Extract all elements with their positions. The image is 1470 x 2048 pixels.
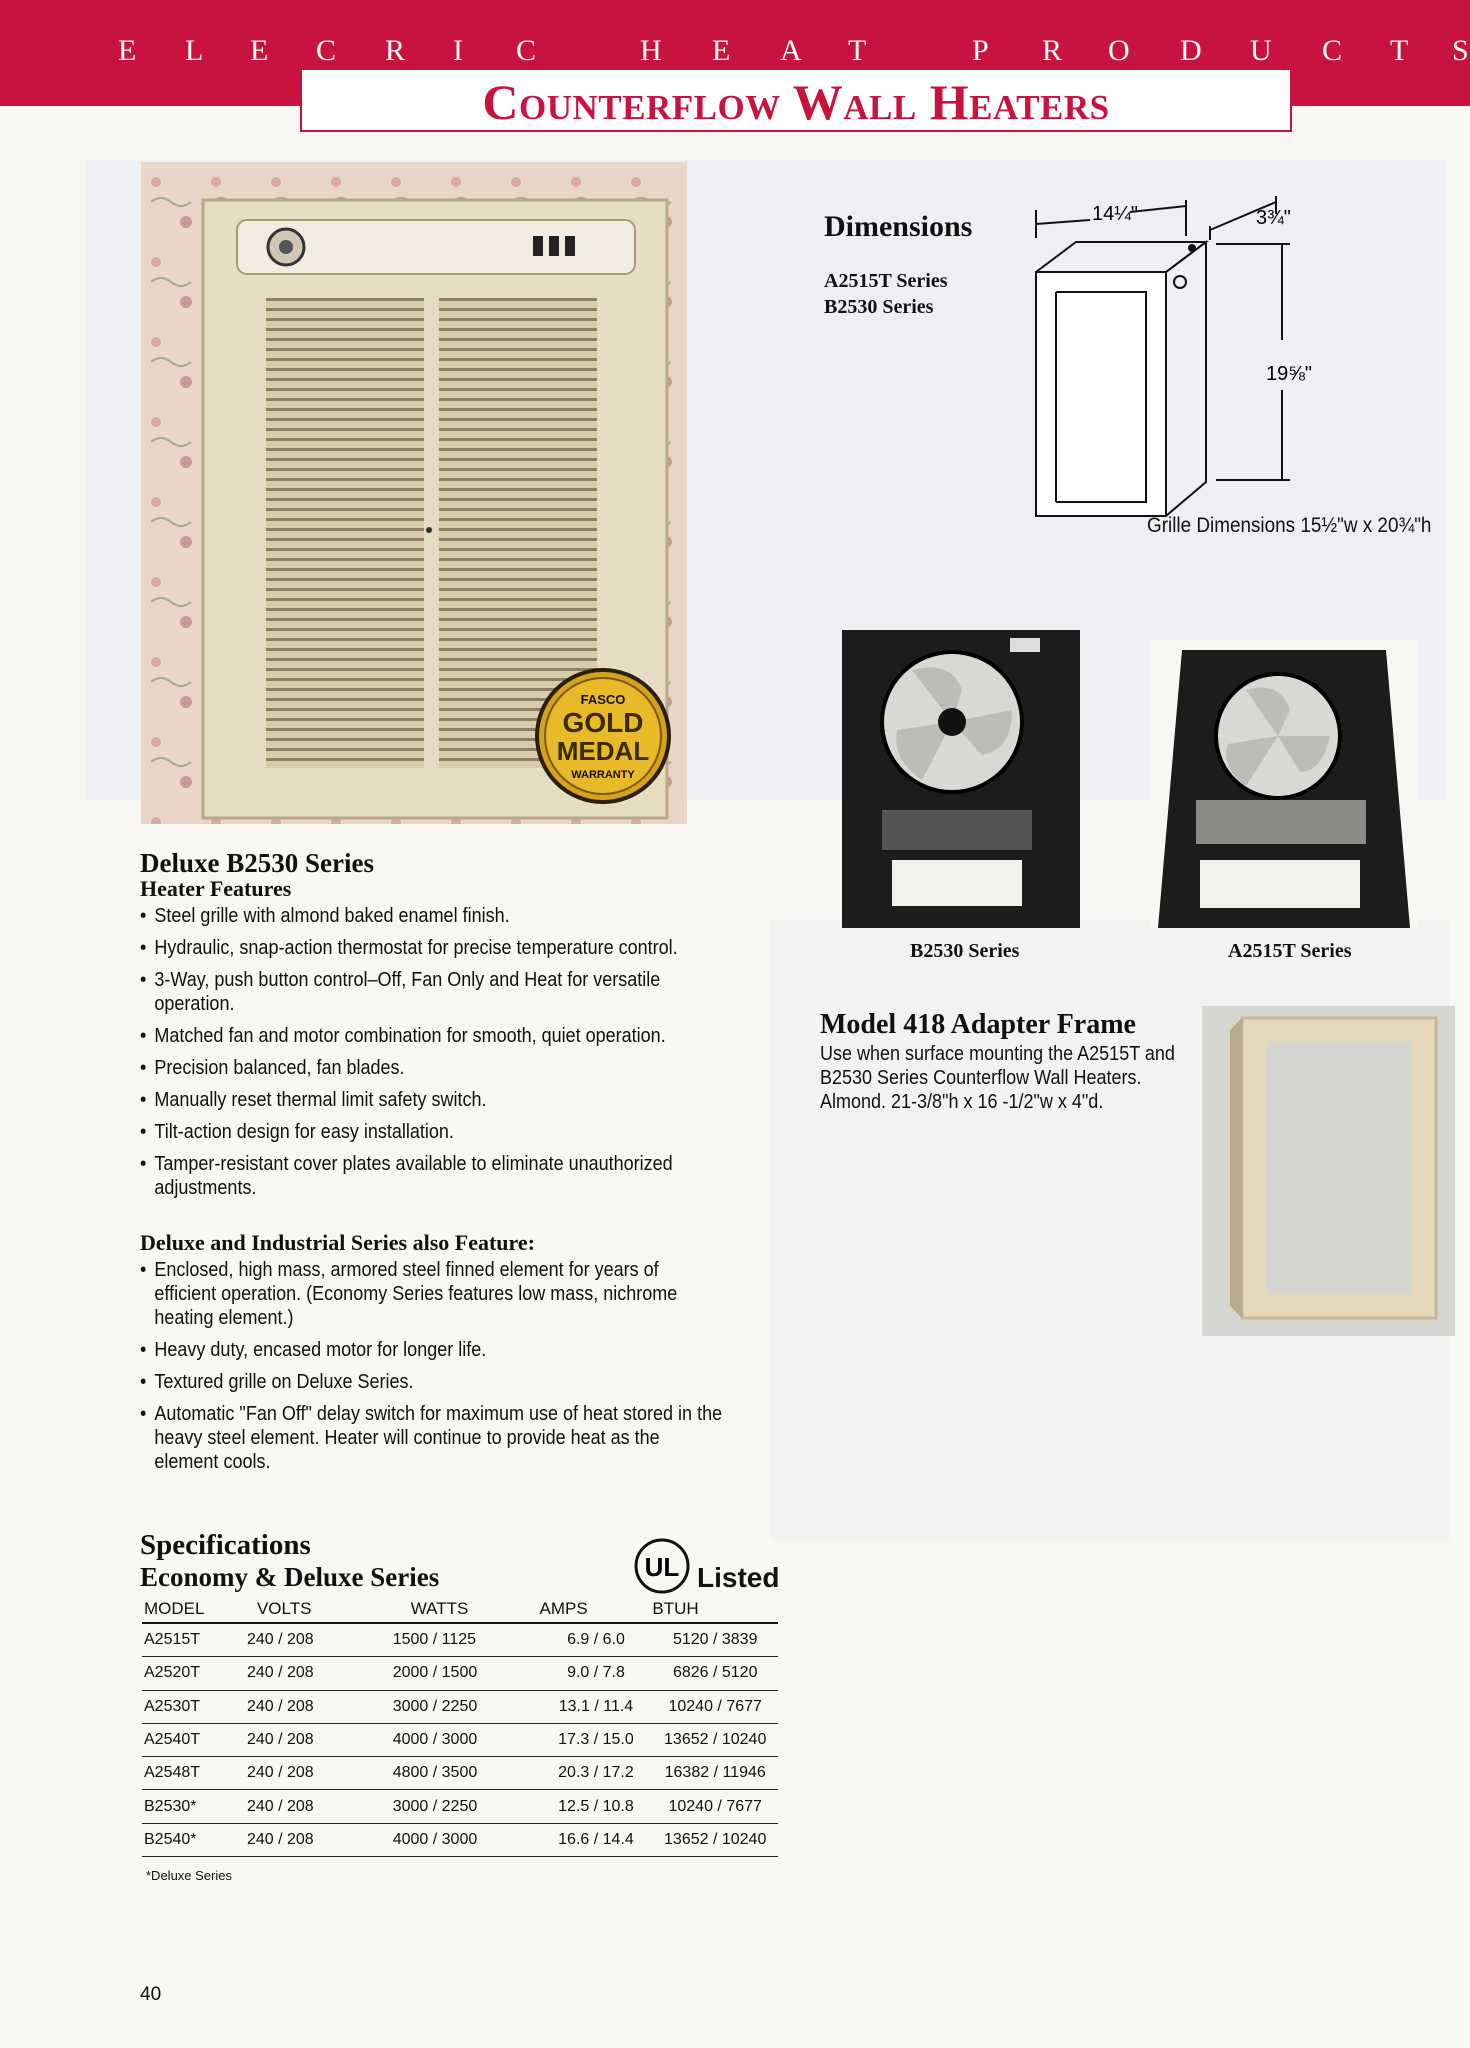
adapter-title: Model 418 Adapter Frame [820, 1009, 1136, 1040]
table-cell: 4800 / 3500 [377, 1757, 540, 1790]
table-cell: 16382 / 11946 [652, 1757, 778, 1790]
feature-item: • 3-Way, push button control–Off, Fan Only and Heat for versatile operation. [140, 968, 725, 1016]
table-cell: 2000 / 1500 [377, 1657, 540, 1690]
brand-letter: C [516, 34, 537, 67]
brand-letter: P [972, 34, 989, 67]
badge-text-4: WARRANTY [571, 769, 635, 781]
table-cell: 6.9 / 6.0 [540, 1623, 653, 1657]
brand-letter: A [780, 34, 802, 67]
table-cell: 16.6 / 14.4 [540, 1823, 653, 1856]
table-cell: 5120 / 3839 [652, 1623, 778, 1657]
table-row [142, 1623, 778, 1657]
dimensions-series-2: B2530 Series [824, 296, 934, 318]
table-cell: 12.5 / 10.8 [540, 1790, 653, 1823]
heater-photo [141, 162, 687, 824]
brand-letter: R [385, 34, 406, 67]
table-cell: 20.3 / 17.2 [540, 1757, 653, 1790]
specs-title: Specifications [140, 1529, 311, 1561]
brand-letter: E [250, 34, 269, 67]
table-cell: A2548T [142, 1757, 243, 1790]
table-cell: 9.0 / 7.8 [540, 1657, 653, 1690]
spec-table [142, 1595, 778, 1857]
table-cell: 3000 / 2250 [377, 1690, 540, 1723]
brand-letter: R [1042, 34, 1063, 67]
page-number: 40 [140, 1984, 162, 2005]
table-cell: 13652 / 10240 [652, 1723, 778, 1756]
brand-letter: I [453, 34, 463, 67]
table-cell: B2530* [142, 1790, 243, 1823]
table-cell: 4000 / 3000 [377, 1823, 540, 1856]
table-cell: A2515T [142, 1623, 243, 1657]
feature-item: • Tamper-resistant cover plates available to eliminate unauthorized adjustments. [140, 1152, 725, 1200]
a2515t-photo [1150, 640, 1418, 928]
table-cell: 240 / 208 [243, 1823, 377, 1856]
table-cell: 10240 / 7677 [652, 1690, 778, 1723]
dim-depth: 3¾" [1256, 207, 1291, 229]
brand-letter: O [1108, 34, 1130, 67]
brand-letter: E [712, 34, 731, 67]
table-cell: 4000 / 3000 [377, 1723, 540, 1756]
brand-letter: C [316, 34, 337, 67]
brand-letter: S [1452, 34, 1469, 67]
also-feature-item: • Heavy duty, encased motor for longer life. [140, 1338, 725, 1362]
dimensions-series-1: A2515T Series [824, 270, 948, 292]
badge-text-2: GOLD [562, 707, 644, 738]
dim-height: 19⅝" [1266, 363, 1313, 385]
table-cell: 13.1 / 11.4 [540, 1690, 653, 1723]
adapter-frame-photo [1202, 1006, 1455, 1336]
table-row [142, 1757, 778, 1790]
table-cell: 240 / 208 [243, 1690, 377, 1723]
grille-dimensions: Grille Dimensions 15½"w x 20¾"h [1147, 514, 1432, 537]
also-feature-item: • Enclosed, high mass, armored steel finned element for years of efficient operation. (Economy Series features low mass, nichrome heating element.) [140, 1258, 725, 1330]
table-cell: A2530T [142, 1690, 243, 1723]
column-header: BTUH [652, 1595, 778, 1623]
ul-mark-text: UL [644, 1552, 680, 1582]
also-feature-title: Deluxe and Industrial Series also Feature: [140, 1230, 535, 1255]
page-title: Counterflow Wall Heaters [482, 74, 1110, 130]
table-header-row [142, 1595, 778, 1623]
also-feature-item: • Textured grille on Deluxe Series. [140, 1370, 725, 1394]
feature-item: • Matched fan and motor combination for smooth, quiet operation. [140, 1024, 725, 1048]
dim-width: 14¼" [1092, 203, 1139, 225]
table-cell: A2520T [142, 1657, 243, 1690]
brand-letter: U [1250, 34, 1272, 67]
brand-letter: H [640, 34, 662, 67]
features-subtitle: Heater Features [140, 876, 292, 901]
badge-text-1: FASCO [580, 692, 626, 707]
table-cell: 240 / 208 [243, 1790, 377, 1823]
also-feature-item: • Automatic "Fan Off" delay switch for maximum use of heat stored in the heavy steel element. Heater will continue to provide heat as the element cools. [140, 1402, 725, 1474]
dimensions-title: Dimensions [824, 210, 973, 243]
brand-letter: T [1390, 34, 1409, 67]
feature-item: • Steel grille with almond baked enamel finish. [140, 904, 725, 928]
table-cell: 13652 / 10240 [652, 1823, 778, 1856]
column-header: VOLTS [243, 1595, 377, 1623]
table-cell: 10240 / 7677 [652, 1790, 778, 1823]
table-cell: 3000 / 2250 [377, 1790, 540, 1823]
table-row [142, 1657, 778, 1690]
table-cell: 240 / 208 [243, 1757, 377, 1790]
dimension-drawing [1020, 190, 1340, 530]
table-row [142, 1690, 778, 1723]
table-footnote: *Deluxe Series [146, 1868, 232, 1883]
title-box [300, 68, 1292, 132]
brand-letter: C [1322, 34, 1343, 67]
adapter-text: Use when surface mounting the A2515T and B2530 Series Counterflow Wall Heaters. Almond. 21-3/8"h x 16 -1/2"w x 4"d. [820, 1043, 1175, 1113]
specs-subtitle: Economy & Deluxe Series [140, 1562, 440, 1592]
column-header: AMPS [540, 1595, 653, 1623]
table-cell: 240 / 208 [243, 1723, 377, 1756]
badge-text-3: MEDAL [556, 736, 650, 766]
table-cell: 240 / 208 [243, 1657, 377, 1690]
gold-medal-badge [537, 670, 669, 802]
b2530-photo [842, 630, 1080, 928]
table-cell: 240 / 208 [243, 1623, 377, 1657]
table-row [142, 1790, 778, 1823]
brand-letter: D [1180, 34, 1202, 67]
column-header: MODEL [142, 1595, 243, 1623]
feature-item: • Manually reset thermal limit safety switch. [140, 1088, 725, 1112]
a2515t-caption: A2515T Series [1228, 940, 1352, 962]
table-row [142, 1823, 778, 1856]
table-cell: 1500 / 1125 [377, 1623, 540, 1657]
b2530-caption: B2530 Series [910, 940, 1020, 962]
brand-letter: E [118, 34, 137, 67]
brand-letter: T [848, 34, 867, 67]
table-cell: 6826 / 5120 [652, 1657, 778, 1690]
brand-letter: L [185, 34, 204, 67]
feature-item: • Tilt-action design for easy installation. [140, 1120, 725, 1144]
ul-listed-mark [632, 1536, 692, 1596]
also-feature-list [140, 1258, 725, 1482]
column-header: WATTS [377, 1595, 540, 1623]
features-series-title: Deluxe B2530 Series [140, 848, 374, 878]
table-row [142, 1723, 778, 1756]
feature-item: • Precision balanced, fan blades. [140, 1056, 725, 1080]
feature-list [140, 904, 725, 1208]
table-cell: B2540* [142, 1823, 243, 1856]
table-cell: A2540T [142, 1723, 243, 1756]
ul-listed-label: Listed [697, 1562, 780, 1593]
feature-item: • Hydraulic, snap-action thermostat for precise temperature control. [140, 936, 725, 960]
table-cell: 17.3 / 15.0 [540, 1723, 653, 1756]
